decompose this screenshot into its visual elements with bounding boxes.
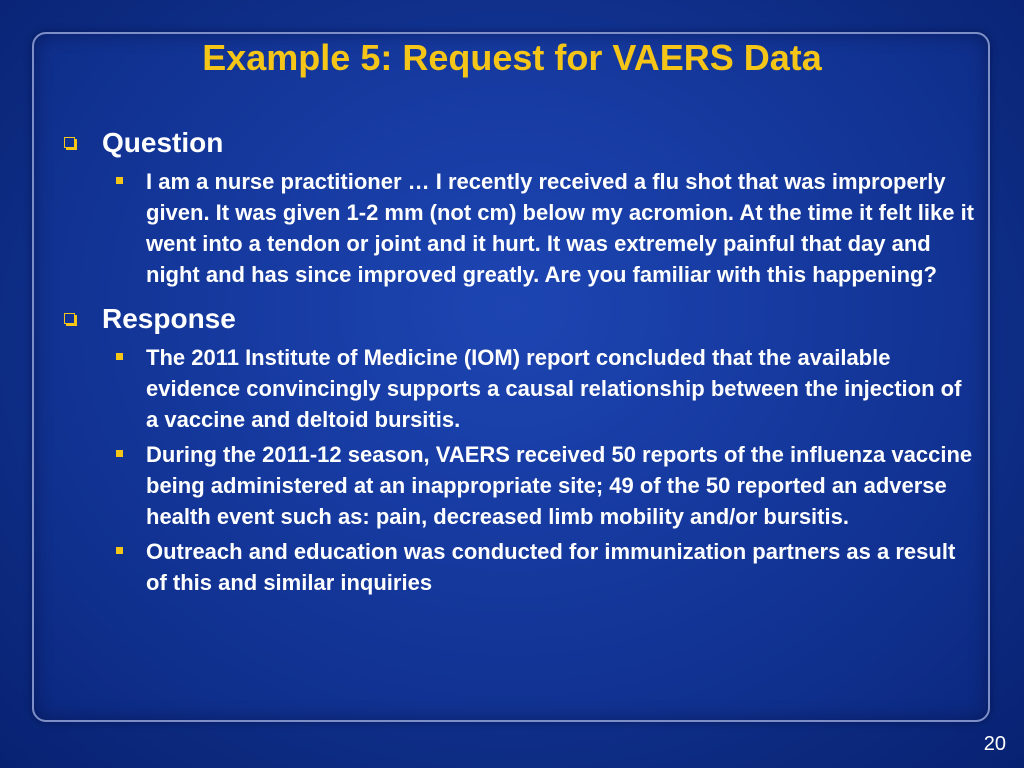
list-item xyxy=(58,342,978,435)
page-number: 20 xyxy=(983,733,1006,755)
filled-square-bullet-icon xyxy=(116,450,123,457)
hollow-square-bullet-icon xyxy=(64,313,75,324)
question-text: I am a nurse practitioner … I recently received a flu shot that was improperly given. It was given 1-2 mm (not cm) below my acromion. At the time it felt like it went into a tendon or joint and it hurt. It was extremely painful that day and night and has since improved greatly. Are you familiar with this happening? xyxy=(146,169,975,287)
filled-square-bullet-icon xyxy=(116,353,123,360)
hollow-square-bullet-icon xyxy=(64,137,75,148)
response-text-3: Outreach and education was conducted for immunization partners as a result of this and similar inquiries xyxy=(146,539,956,595)
section-heading-question: Question xyxy=(102,127,224,158)
section-question xyxy=(58,126,978,160)
section-heading-response: Response xyxy=(102,303,236,334)
filled-square-bullet-icon xyxy=(116,177,123,184)
response-text-2: During the 2011-12 season, VAERS received 50 reports of the influenza vaccine being administered at an inappropriate site; 49 of the 50 reported an adverse health event such as: pain, decreased limb mobility and/or bursitis. xyxy=(146,442,973,529)
slide-title: Example 5: Request for VAERS Data xyxy=(202,37,822,78)
list-item xyxy=(58,439,978,532)
filled-square-bullet-icon xyxy=(116,547,123,554)
section-response xyxy=(58,302,978,336)
list-item xyxy=(58,536,978,598)
response-text-1: The 2011 Institute of Medicine (IOM) report concluded that the available evidence convincingly supports a causal relationship between the injection of a vaccine and deltoid bursitis. xyxy=(146,345,962,432)
slide-content xyxy=(58,126,978,598)
list-item xyxy=(58,166,978,290)
